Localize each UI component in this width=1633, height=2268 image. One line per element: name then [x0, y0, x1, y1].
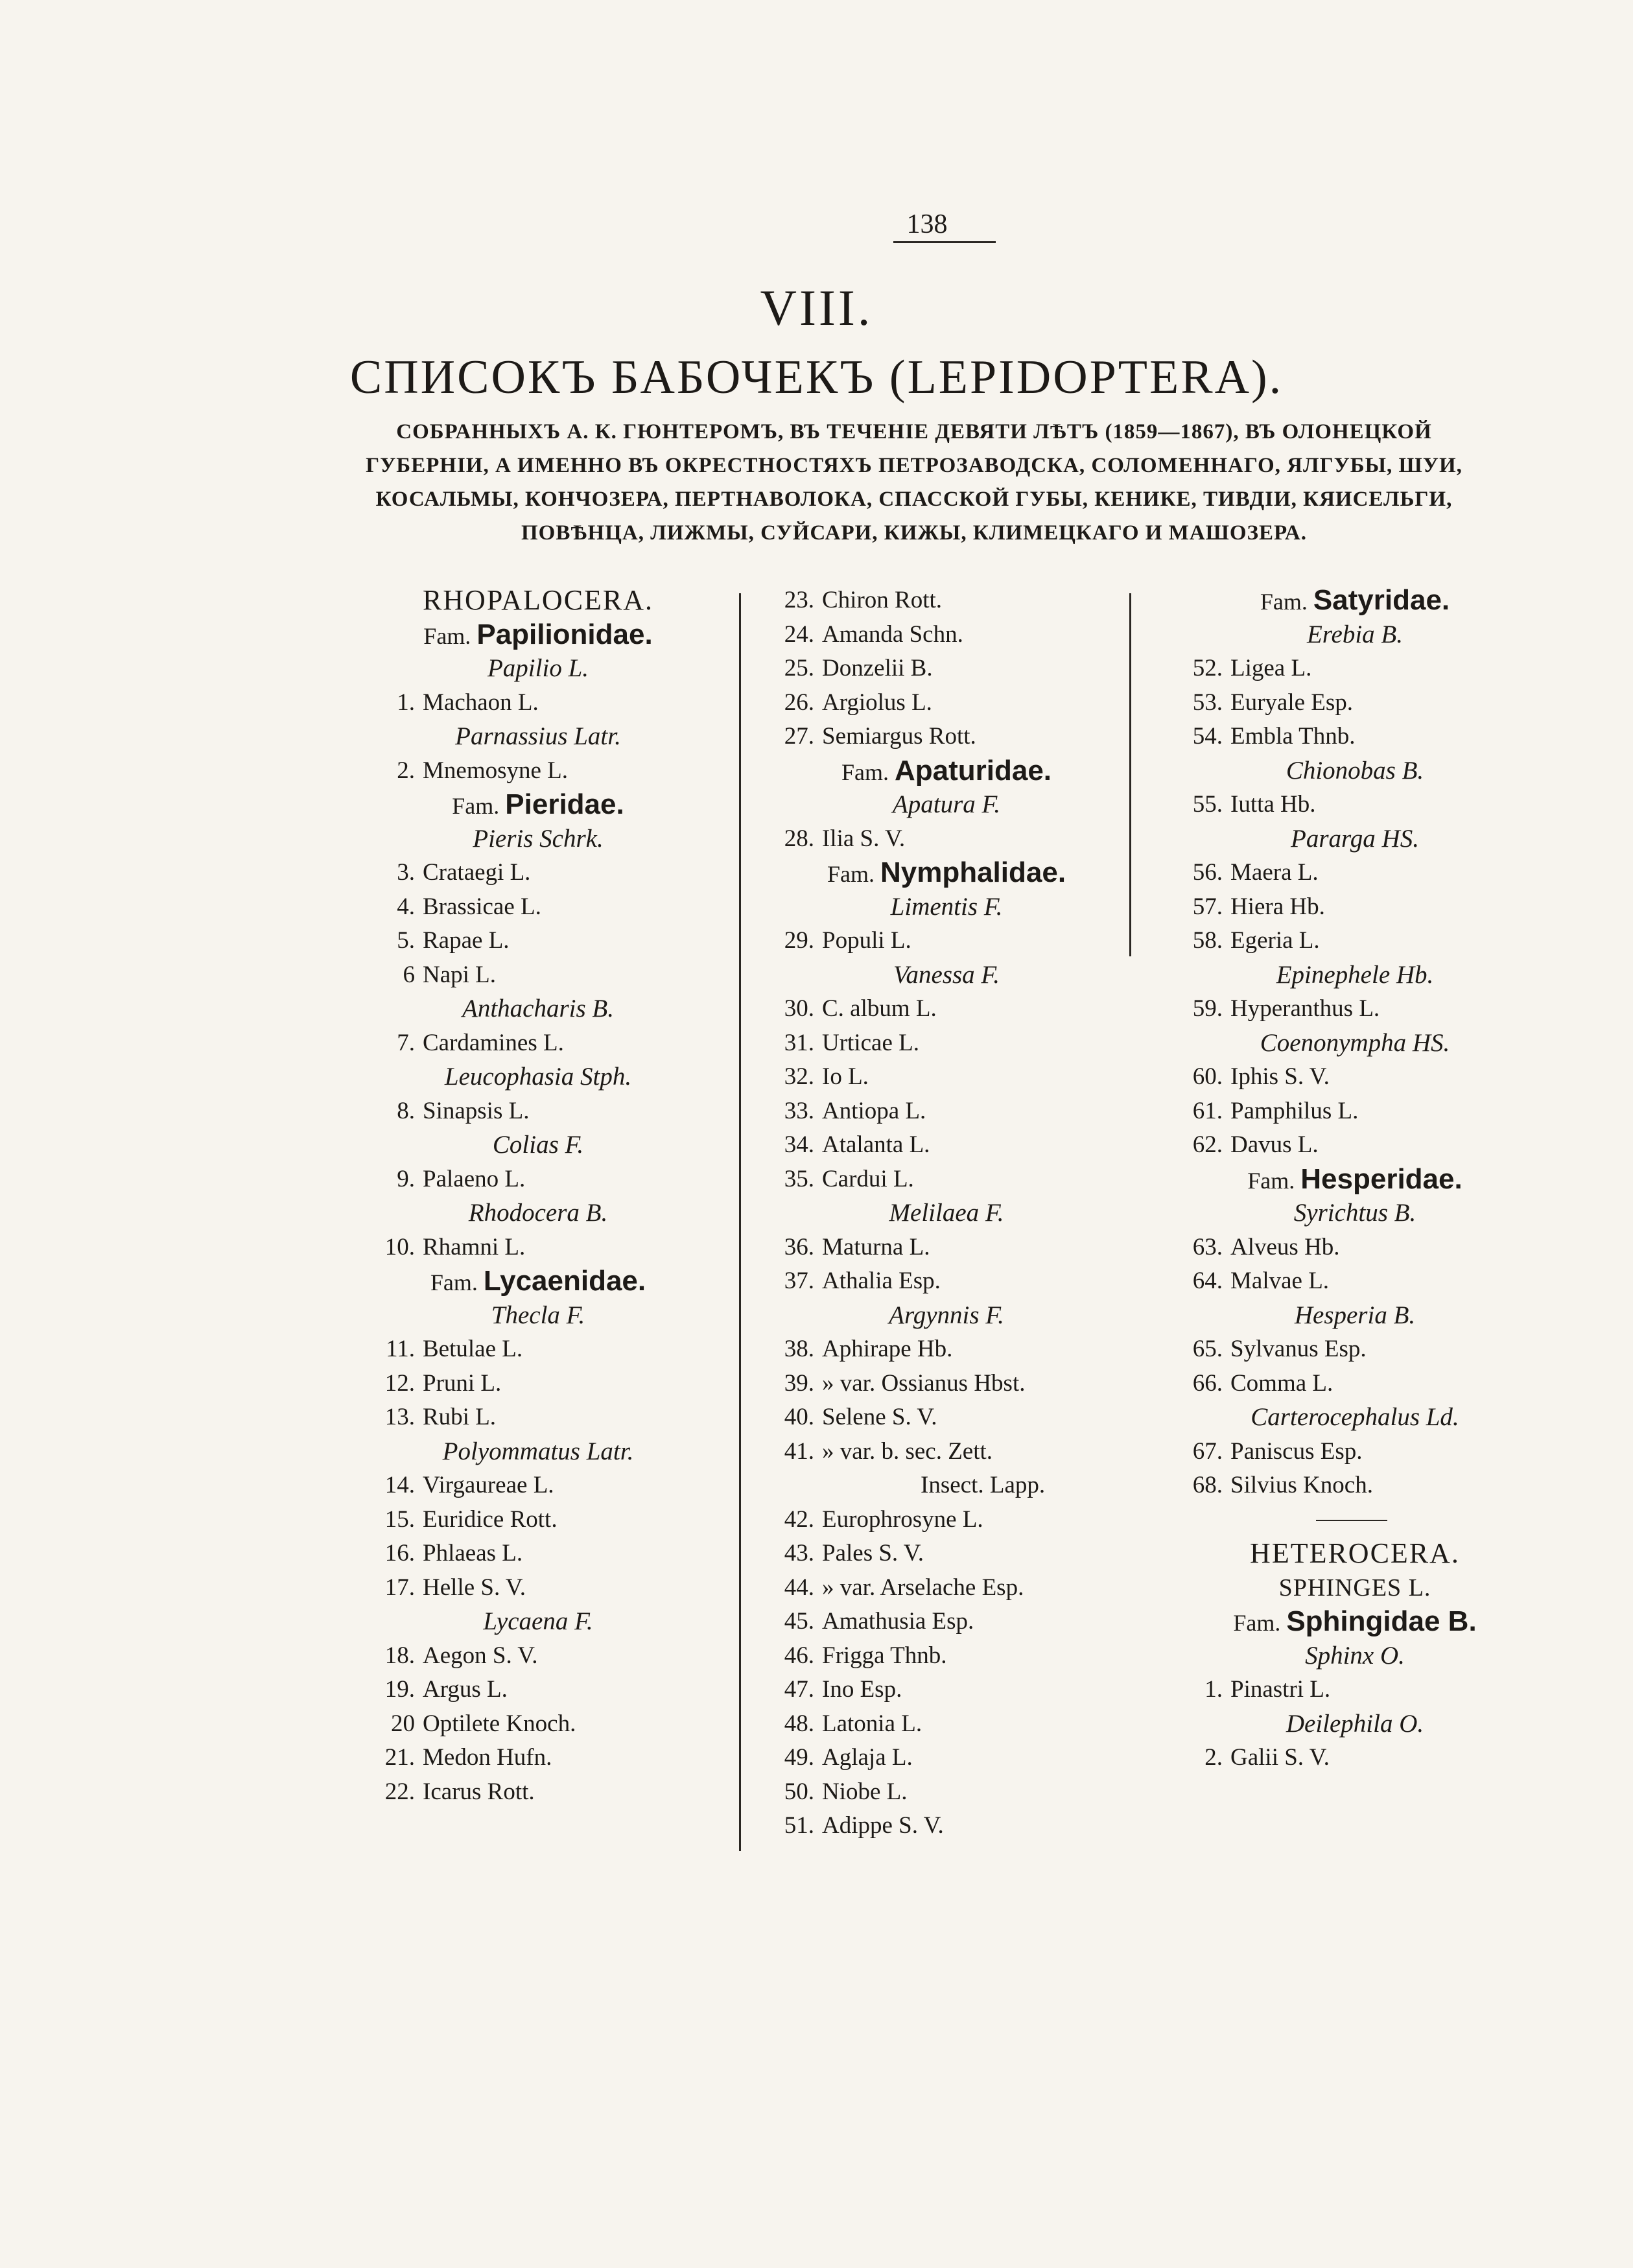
- species-name: Optilete Knoch.: [423, 1710, 576, 1737]
- genus-heading: Limentis F.: [890, 892, 1003, 921]
- species-name: Latonia L.: [822, 1710, 922, 1737]
- species-name: Selene S. V.: [822, 1404, 937, 1430]
- page-number: 138: [906, 209, 948, 239]
- species-name: » var. Arselache Esp.: [822, 1574, 1024, 1601]
- family-name: Satyridae.: [1313, 584, 1450, 616]
- species-name: Phlaeas L.: [423, 1540, 523, 1566]
- genus-heading: Argynnis F.: [889, 1301, 1004, 1329]
- family-prefix: Fam.: [841, 759, 889, 785]
- species-entry: [1154, 788, 1556, 822]
- genus-heading: Pieris Schrk.: [473, 824, 604, 853]
- genus-heading: Carterocephalus Ld.: [1251, 1403, 1459, 1431]
- entry-number: 6: [403, 961, 415, 988]
- entry-number: 66.: [1192, 1369, 1223, 1397]
- species-name: Populi L.: [822, 927, 911, 954]
- family-name: Hesperidae.: [1300, 1163, 1463, 1195]
- species-entry: [1154, 1673, 1556, 1707]
- genus-heading: Papilio L.: [487, 654, 589, 682]
- genus-heading: Colias F.: [492, 1131, 584, 1159]
- species-entry: [1154, 1741, 1556, 1775]
- entry-number: 1.: [1204, 1676, 1223, 1703]
- species-name: Io L.: [822, 1063, 869, 1090]
- species-name: Crataegi L.: [423, 859, 531, 886]
- entry-number: 11.: [386, 1336, 415, 1362]
- genus-heading: Rhodocera B.: [468, 1199, 608, 1227]
- species-name: Helle S. V.: [423, 1574, 526, 1601]
- entry-number: 1.: [397, 689, 415, 716]
- species-entry: [363, 1741, 713, 1775]
- species-name: Chiron Rott.: [822, 587, 943, 613]
- genus-heading: Epinephele Hb.: [1276, 960, 1434, 989]
- species-entry: [363, 1639, 713, 1673]
- genus-heading: Pararga HS.: [1291, 824, 1419, 853]
- genus-heading: Erebia B.: [1306, 620, 1404, 648]
- family-prefix: Fam.: [827, 861, 875, 887]
- entry-number: 65.: [1192, 1336, 1223, 1362]
- section-rule: [1154, 1503, 1556, 1537]
- species-entry: [363, 1163, 713, 1197]
- section-numeral: VIII.: [760, 279, 873, 336]
- species-entry: [758, 1503, 1134, 1537]
- species-name: Donzelii B.: [822, 655, 933, 681]
- species-entry: [1154, 1367, 1556, 1401]
- family-heading: [1154, 1163, 1556, 1197]
- species-name: Alveus Hb.: [1230, 1233, 1340, 1260]
- species-entry: [1154, 652, 1556, 686]
- species-column-2: [758, 584, 1134, 1843]
- entry-number: 45.: [784, 1608, 814, 1635]
- species-entry: [363, 1469, 713, 1503]
- species-name: Aegon S. V.: [423, 1642, 538, 1669]
- genus-heading: Leucophasia Stph.: [444, 1063, 632, 1091]
- entry-number: 64.: [1192, 1268, 1223, 1294]
- species-name: Mnemosyne L.: [423, 757, 569, 784]
- species-name: Euridice Rott.: [423, 1506, 558, 1533]
- entry-number: 7.: [397, 1029, 415, 1056]
- species-entry: [758, 1741, 1134, 1775]
- group-heading: HETEROCERA.: [1250, 1537, 1460, 1569]
- entry-number: 4.: [397, 893, 415, 920]
- species-column-3: [1154, 584, 1556, 1775]
- species-name: Pinastri L.: [1230, 1676, 1331, 1703]
- species-name: Cardui L.: [822, 1165, 914, 1192]
- species-entry: [1154, 1264, 1556, 1299]
- species-name: Amathusia Esp.: [822, 1608, 974, 1635]
- entry-number: 58.: [1192, 927, 1223, 954]
- species-entry: [363, 890, 713, 925]
- entry-number: 10.: [384, 1233, 415, 1260]
- species-entry: [758, 1707, 1134, 1742]
- species-entry: [758, 1537, 1134, 1571]
- entry-number: 23.: [784, 587, 814, 613]
- genus-heading: Polyommatus Latr.: [442, 1437, 634, 1465]
- entry-number: 26.: [784, 689, 814, 716]
- genus-heading: Melilaea F.: [889, 1199, 1004, 1227]
- genus-heading: Sphinx O.: [1305, 1641, 1405, 1670]
- entry-number: 27.: [784, 723, 814, 750]
- species-name: Ino Esp.: [822, 1676, 902, 1703]
- genus-heading: Vanessa F.: [893, 960, 1000, 989]
- species-entry: [758, 584, 1134, 618]
- species-name: » var. b. sec. Zett.: [822, 1437, 993, 1465]
- species-entry: [1154, 1435, 1556, 1469]
- entry-number: 19.: [384, 1676, 415, 1703]
- species-entry: [758, 822, 1134, 856]
- family-heading: [363, 618, 713, 652]
- entry-number: 14.: [384, 1472, 415, 1498]
- entry-number: 34.: [784, 1131, 814, 1158]
- species-entry: [363, 1503, 713, 1537]
- species-name: Cardamines L.: [423, 1029, 564, 1056]
- species-name: Europhrosyne L.: [822, 1506, 983, 1533]
- entry-number: 49.: [784, 1744, 814, 1771]
- entry-number: 36.: [784, 1233, 814, 1260]
- entry-number: 35.: [784, 1165, 814, 1192]
- family-heading: [363, 1264, 713, 1299]
- genus-heading: Parnassius Latr.: [455, 722, 621, 750]
- species-name: Aphirape Hb.: [822, 1336, 953, 1362]
- species-entry: [363, 1571, 713, 1605]
- entry-number: 8.: [397, 1097, 415, 1124]
- species-entry: [758, 1264, 1134, 1299]
- species-name: Rhamni L.: [423, 1233, 526, 1260]
- entry-number: 15.: [384, 1506, 415, 1533]
- species-entry: [1154, 720, 1556, 754]
- genus-heading: Apatura F.: [892, 790, 1001, 818]
- column-divider-1: [739, 593, 741, 1851]
- species-name: Betulae L.: [423, 1336, 523, 1362]
- entry-number: 20: [391, 1710, 415, 1737]
- species-entry: [363, 686, 713, 720]
- species-name: Semiargus Rott.: [822, 723, 976, 750]
- species-name: Athalia Esp.: [822, 1268, 941, 1294]
- species-entry: [758, 686, 1134, 720]
- species-column-1: [363, 584, 713, 1809]
- species-name: Niobe L.: [822, 1778, 908, 1805]
- species-name: Aglaja L.: [822, 1744, 913, 1771]
- entry-number: 62.: [1192, 1131, 1223, 1158]
- entry-number: 56.: [1192, 859, 1223, 886]
- genus-heading: Chionobas B.: [1286, 756, 1424, 785]
- genus-heading: Lycaena F.: [483, 1607, 593, 1635]
- entry-number: 32.: [784, 1063, 814, 1090]
- family-heading: [758, 754, 1134, 788]
- species-name: Hiera Hb.: [1230, 893, 1325, 920]
- page-subtitle: СОБРАННЫХЪ А. К. ГЮНТЕРОМЪ, ВЪ ТЕЧЕНІЕ ДЕВЯТИ ЛѢТЪ (1859—1867), ВЪ ОЛОНЕЦКОЙ ГУБЕРНІИ, А ИМЕННО ВЪ ОКРЕСТНОСТЯХЪ ПЕТРОЗАВОДСКА, СОЛОМЕННАГО, ЯЛГУБЫ, ШУИ, КОСАЛЬМЫ, КОНЧОЗЕРА, ПЕРТНАВОЛОКА, СПАССКОЙ ГУБЫ, КЕНИКЕ, ТИВДІИ, КЯИСЕЛЬГИ, ПОВѢНЦА, ЛИЖМЫ, СУЙСАРИ, КИЖЫ, КЛИМЕЦКАГО И МАШОЗЕРА.: [366, 420, 1463, 545]
- entry-number: 39.: [784, 1369, 814, 1397]
- family-heading: [1154, 584, 1556, 618]
- species-entry: [1154, 992, 1556, 1026]
- species-name: Icarus Rott.: [423, 1778, 535, 1805]
- entry-number: 2.: [1204, 1744, 1223, 1771]
- genus-heading: Hesperia B.: [1294, 1301, 1416, 1329]
- species-entry: [758, 1026, 1134, 1061]
- species-name: Adippe S. V.: [822, 1812, 944, 1839]
- species-entry: [363, 1775, 713, 1810]
- species-name: Pruni L.: [423, 1369, 502, 1397]
- family-name: Pieridae.: [505, 788, 624, 820]
- entry-number: 52.: [1192, 655, 1223, 681]
- species-entry: [363, 958, 713, 993]
- species-entry: [758, 1400, 1134, 1435]
- species-name: Silvius Knoch.: [1230, 1472, 1373, 1498]
- species-entry-continuation: [758, 1469, 1134, 1503]
- genus-heading: Thecla F.: [491, 1301, 585, 1329]
- species-name: Iphis S. V.: [1230, 1063, 1330, 1090]
- species-name: Atalanta L.: [822, 1131, 930, 1158]
- family-prefix: Fam.: [452, 793, 500, 819]
- entry-number: 30.: [784, 995, 814, 1022]
- species-name: Pales S. V.: [822, 1540, 924, 1566]
- entry-number: 41.: [784, 1437, 814, 1465]
- species-name: Urticae L.: [822, 1029, 919, 1056]
- family-prefix: Fam.: [423, 622, 471, 649]
- species-entry: [363, 1367, 713, 1401]
- species-name: Napi L.: [423, 961, 497, 988]
- genus-heading: Deilephila O.: [1286, 1709, 1424, 1738]
- entry-number: 46.: [784, 1642, 814, 1669]
- species-name: Maera L.: [1230, 859, 1319, 886]
- species-entry: [363, 1537, 713, 1571]
- species-name: Sinapsis L.: [423, 1097, 530, 1124]
- species-name: Iutta Hb.: [1230, 791, 1316, 818]
- species-entry: [758, 1128, 1134, 1163]
- entry-number: 18.: [384, 1642, 415, 1669]
- entry-number: 24.: [784, 620, 814, 648]
- species-entry: [1154, 686, 1556, 720]
- species-name: Antiopa L.: [822, 1097, 926, 1124]
- entry-number: 61.: [1192, 1097, 1223, 1124]
- family-heading: [758, 856, 1134, 890]
- page-title: СПИСОКЪ БАБОЧЕКЪ (LEPIDOPTERA).: [349, 351, 1284, 404]
- species-entry: [1154, 1060, 1556, 1094]
- species-name: Paniscus Esp.: [1230, 1437, 1363, 1465]
- entry-number: 28.: [784, 825, 814, 852]
- species-name: Euryale Esp.: [1230, 689, 1354, 716]
- entry-number: 51.: [784, 1812, 814, 1839]
- species-entry: [758, 1163, 1134, 1197]
- entry-number: 9.: [397, 1165, 415, 1192]
- species-name: Brassicae L.: [423, 893, 541, 920]
- species-entry: [758, 1571, 1134, 1605]
- species-entry: [363, 1673, 713, 1707]
- entry-number: 12.: [384, 1369, 415, 1397]
- species-entry: [758, 652, 1134, 686]
- species-entry: [363, 1332, 713, 1367]
- species-name: Rubi L.: [423, 1404, 497, 1430]
- species-name: Sylvanus Esp.: [1230, 1336, 1367, 1362]
- family-name: Apaturidae.: [894, 754, 1052, 786]
- entry-number: 21.: [384, 1744, 415, 1771]
- entry-number: 33.: [784, 1097, 814, 1124]
- entry-number: 13.: [384, 1404, 415, 1430]
- family-prefix: Fam.: [1233, 1610, 1281, 1636]
- species-entry: [363, 1231, 713, 1265]
- species-name: Frigga Thnb.: [822, 1642, 947, 1669]
- entry-number: 55.: [1192, 791, 1223, 818]
- entry-number: 2.: [397, 757, 415, 784]
- header-rule: [893, 241, 996, 243]
- species-entry: [758, 1775, 1134, 1810]
- family-prefix: Fam.: [430, 1270, 478, 1295]
- family-name: Lycaenidae.: [483, 1265, 646, 1297]
- entry-number: 5.: [397, 927, 415, 954]
- entry-number: 57.: [1192, 893, 1223, 920]
- entry-number: 17.: [384, 1574, 415, 1601]
- entry-number: 31.: [784, 1029, 814, 1056]
- species-entry: [758, 618, 1134, 652]
- species-entry: [363, 1707, 713, 1742]
- species-entry: [758, 1435, 1134, 1469]
- species-name: Rapae L.: [423, 927, 510, 954]
- species-name: Pamphilus L.: [1230, 1097, 1359, 1124]
- entry-number: 50.: [784, 1778, 814, 1805]
- species-entry: [363, 1400, 713, 1435]
- family-heading: [363, 788, 713, 822]
- entry-number: 47.: [784, 1676, 814, 1703]
- species-entry: [758, 924, 1134, 958]
- entry-number: 67.: [1192, 1437, 1223, 1465]
- species-name: Machaon L.: [423, 689, 539, 716]
- species-entry: [758, 1639, 1134, 1673]
- species-name: » var. Ossianus Hbst.: [822, 1369, 1026, 1397]
- species-entry: [1154, 924, 1556, 958]
- species-entry: [758, 1094, 1134, 1129]
- species-name: Medon Hufn.: [423, 1744, 552, 1771]
- species-name: Maturna L.: [822, 1233, 930, 1260]
- entry-number: 3.: [397, 859, 415, 886]
- species-entry: [1154, 1128, 1556, 1163]
- entry-number: 59.: [1192, 995, 1223, 1022]
- entry-number: 53.: [1192, 689, 1223, 716]
- species-name: Argus L.: [423, 1676, 508, 1703]
- species-entry: [758, 1809, 1134, 1843]
- entry-number: 37.: [784, 1268, 814, 1294]
- entry-number: 54.: [1192, 723, 1223, 750]
- entry-number: 16.: [384, 1540, 415, 1566]
- species-entry: [363, 856, 713, 890]
- species-name: Egeria L.: [1230, 927, 1320, 954]
- column-divider-2: [1129, 593, 1131, 956]
- entry-number: 22.: [384, 1778, 415, 1805]
- species-entry: [363, 924, 713, 958]
- species-entry: [758, 720, 1134, 754]
- species-name: Amanda Schn.: [822, 620, 963, 648]
- species-name: Davus L.: [1230, 1131, 1319, 1158]
- family-prefix: Fam.: [1247, 1167, 1295, 1194]
- species-entry: [1154, 1231, 1556, 1265]
- entry-number: 29.: [784, 927, 814, 954]
- species-name: Ilia S. V.: [822, 825, 906, 852]
- species-entry: [363, 1094, 713, 1129]
- family-heading: [1154, 1605, 1556, 1639]
- species-name: Insect. Lapp.: [921, 1472, 1046, 1498]
- species-entry: [363, 1026, 713, 1061]
- species-name: Ligea L.: [1230, 655, 1312, 681]
- entry-number: 42.: [784, 1506, 814, 1533]
- species-entry: [758, 1060, 1134, 1094]
- species-name: Comma L.: [1230, 1369, 1333, 1397]
- genus-heading: Coenonympha HS.: [1260, 1028, 1450, 1057]
- species-entry: [1154, 1469, 1556, 1503]
- entry-number: 44.: [784, 1574, 814, 1601]
- species-entry: [1154, 890, 1556, 925]
- species-name: Argiolus L.: [822, 689, 932, 716]
- family-prefix: Fam.: [1260, 589, 1308, 615]
- species-entry: [363, 754, 713, 788]
- entry-number: 38.: [784, 1336, 814, 1362]
- species-entry: [1154, 1332, 1556, 1367]
- species-entry: [758, 1605, 1134, 1639]
- species-name: Virgaureae L.: [423, 1472, 554, 1498]
- entry-number: 40.: [784, 1404, 814, 1430]
- species-name: Galii S. V.: [1230, 1744, 1330, 1771]
- species-entry: [758, 1231, 1134, 1265]
- species-name: Embla Thnb.: [1230, 723, 1356, 750]
- species-entry: [1154, 856, 1556, 890]
- entry-number: 48.: [784, 1710, 814, 1737]
- group-heading: RHOPALOCERA.: [422, 584, 654, 616]
- entry-number: 68.: [1192, 1472, 1223, 1498]
- entry-number: 63.: [1192, 1233, 1223, 1260]
- subgroup-heading: SPHINGES L.: [1278, 1574, 1431, 1601]
- species-name: Malvae L.: [1230, 1268, 1330, 1294]
- genus-heading: Anthacharis B.: [462, 995, 614, 1022]
- species-name: Hyperanthus L.: [1230, 995, 1380, 1022]
- genus-heading: Syrichtus B.: [1293, 1199, 1416, 1227]
- species-entry: [758, 1367, 1134, 1401]
- entry-number: 25.: [784, 655, 814, 681]
- species-name: C. album L.: [822, 995, 937, 1022]
- family-name: Papilionidae.: [476, 618, 653, 650]
- entry-number: 60.: [1192, 1063, 1223, 1090]
- family-name: Sphingidae B.: [1286, 1605, 1477, 1637]
- species-name: Palaeno L.: [423, 1165, 526, 1192]
- family-name: Nymphalidae.: [880, 856, 1066, 888]
- species-entry: [758, 992, 1134, 1026]
- entry-number: 43.: [784, 1540, 814, 1566]
- species-entry: [758, 1332, 1134, 1367]
- species-entry: [758, 1673, 1134, 1707]
- species-entry: [1154, 1094, 1556, 1129]
